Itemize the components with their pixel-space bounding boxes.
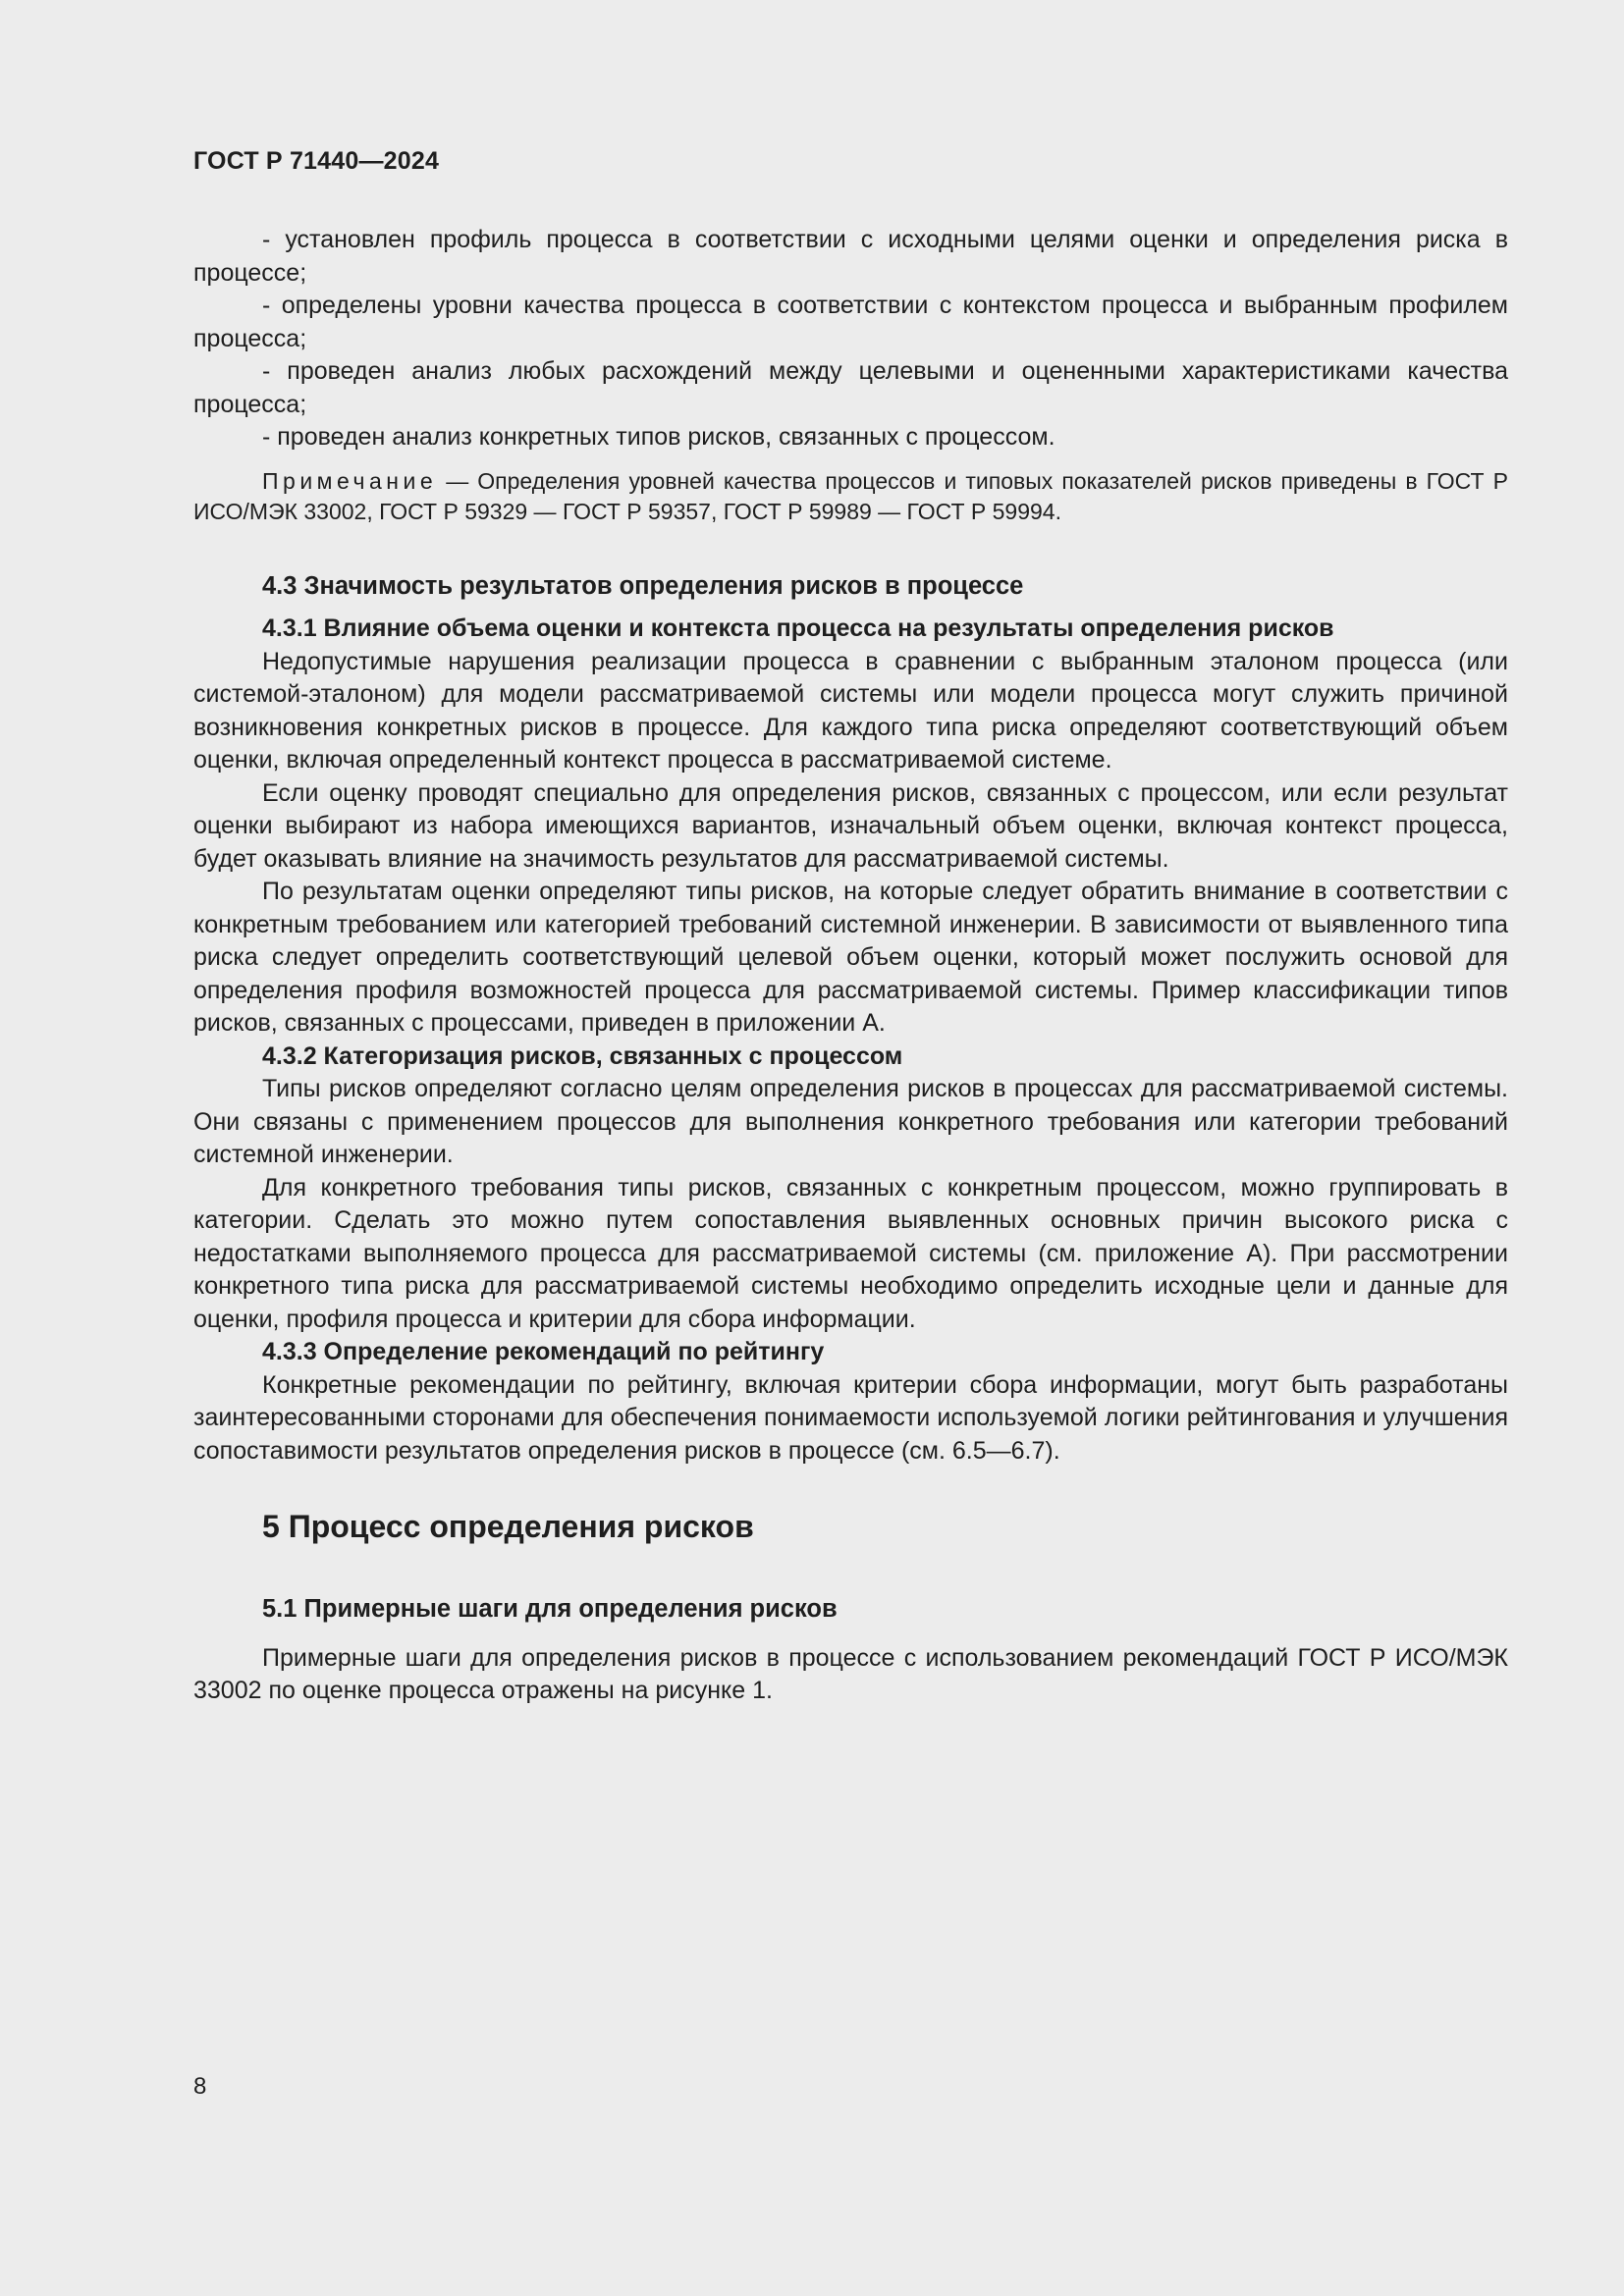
paragraph: Примерные шаги для определения рисков в процессе с использованием рекомендаций ГОСТ Р ИСО/МЭК 33002 по оценке процесса отражены на рисунке 1. [193, 1643, 1508, 1704]
note [193, 466, 1508, 527]
section-4-3-1-heading: 4.3.1 Влияние объема оценки и контекста процесса на результаты определения рисков [262, 614, 1334, 642]
section-4-3-3-heading: 4.3.3 Определение рекомендаций по рейтингу [262, 1338, 825, 1365]
list-item: - проведен анализ конкретных типов рисков, связанных с процессом. [262, 423, 1056, 451]
document-header: ГОСТ Р 71440—2024 [193, 147, 440, 175]
paragraph: Типы рисков определяют согласно целям определения рисков в процессах для рассматриваемой системы. Они связаны с применением процессов для выполнения конкретного требования или категории требований системной инженерии. [193, 1075, 1508, 1168]
page-content [193, 224, 1508, 1708]
paragraph: Конкретные рекомендации по рейтингу, включая критерии сбора информации, могут быть разработаны заинтересованными сторонами для обеспечения понимаемости используемой логики рейтингования и улучшения сопоставимости результатов определения рисков в процессе (см. 6.5—6.7). [193, 1370, 1508, 1465]
section-5-heading: 5 Процесс определения рисков [262, 1509, 754, 1544]
paragraph: По результатам оценки определяют типы рисков, на которые следует обратить внимание в соответствии с конкретным требованием или категорией требований системной инженерии. В зависимости от выявленного типа риска следует определить соответствующий целевой объем оценки, который может послужить основой для определения профиля возможностей процесса для рассматриваемой системы. Пример классификации типов рисков, связанных с процессами, приведен в приложении А. [193, 878, 1508, 1037]
list-item: - установлен профиль процесса в соответствии с исходными целями оценки и определения риска в процессе; [193, 226, 1508, 287]
paragraph: Если оценку проводят специально для определения рисков, связанных с процессом, или если результат оценки выбирают из набора имеющихся вариантов, изначальный объем оценки, включая контекст процесса, будет оказывать влияние на значимость результатов для рассматриваемой системы. [193, 778, 1508, 873]
section-5-1-heading: 5.1 Примерные шаги для определения рисков [262, 1595, 838, 1623]
paragraph: Недопустимые нарушения реализации процесса в сравнении с выбранным эталоном процесса (или системой-эталоном) для модели рассматриваемой системы или модели процесса могут служить причиной возникновения конкретных рисков в процессе. Для каждого типа риска определяют соответствующий объем оценки, включая определенный контекст процесса в рассматриваемой системе. [193, 647, 1508, 774]
note-text: — Определения уровней качества процессов и типовых показателей рисков приведены в ГОСТ Р ИСО/МЭК 33002, ГОСТ Р 59329 — ГОСТ Р 59357, ГОСТ Р 59989 — ГОСТ Р 59994. [193, 467, 1508, 524]
list-item: - определены уровни качества процесса в соответствии с контекстом процесса и выбранным профилем процесса; [193, 292, 1508, 352]
page-number: 8 [193, 2073, 207, 2100]
list-item: - проведен анализ любых расхождений между целевыми и оцененными характеристиками качества процесса; [193, 357, 1508, 418]
section-4-3-2-heading: 4.3.2 Категоризация рисков, связанных с процессом [262, 1041, 903, 1070]
note-label: Примечание [262, 467, 438, 494]
section-4-3-heading: 4.3 Значимость результатов определения рисков в процессе [262, 571, 1024, 600]
paragraph: Для конкретного требования типы рисков, связанных с конкретным процессом, можно группировать в категории. Сделать это можно путем сопоставления выявленных основных причин высокого риска с недостатками выполняемого процесса для рассматриваемой системы (см. приложение А). При рассмотрении конкретного типа риска для рассматриваемой системы необходимо определить исходные цели и данные для оценки, профиля процесса и критерии для сбора информации. [193, 1173, 1508, 1333]
